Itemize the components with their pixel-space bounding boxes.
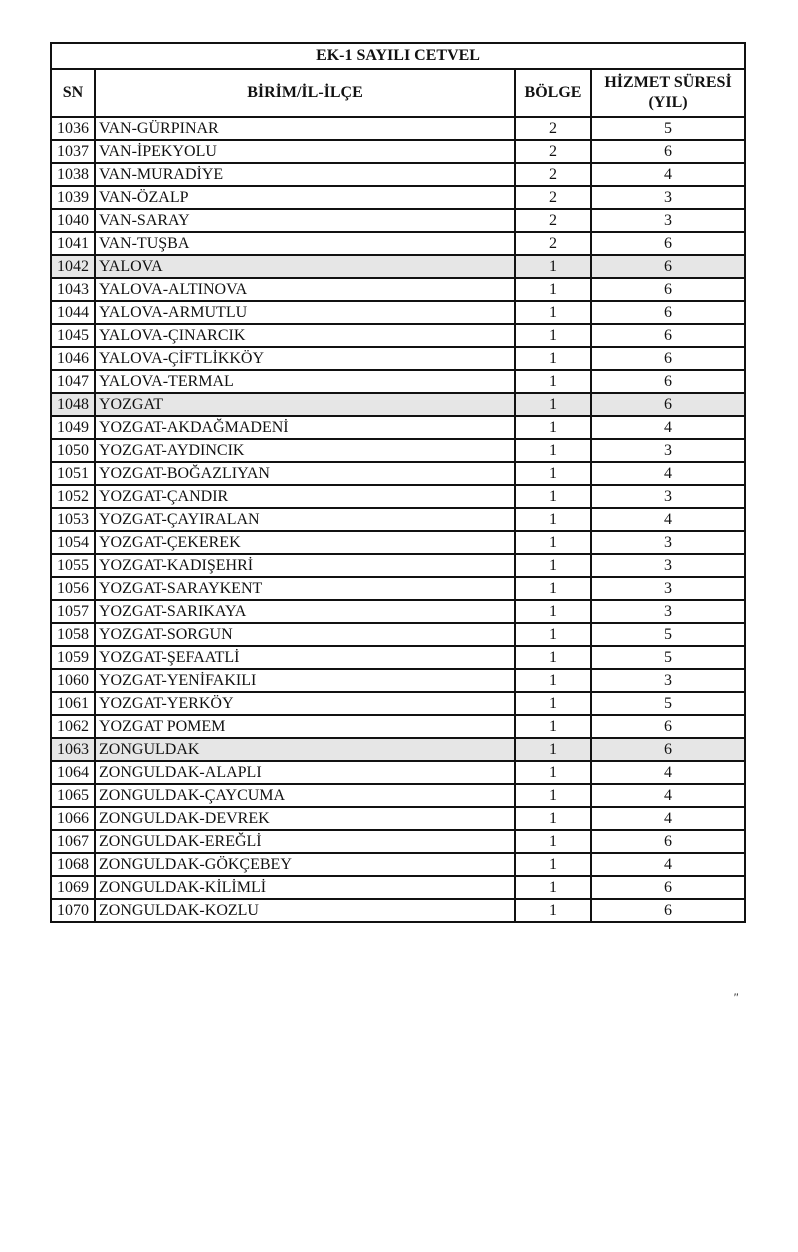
cell-bolge: 1	[515, 554, 591, 577]
cell-sn: 1036	[51, 117, 95, 140]
cell-bolge: 1	[515, 600, 591, 623]
cell-bolge: 2	[515, 209, 591, 232]
cell-sn: 1059	[51, 646, 95, 669]
cell-bolge: 2	[515, 232, 591, 255]
cell-hizmet-suresi: 4	[591, 163, 745, 186]
cell-sn: 1044	[51, 301, 95, 324]
table-row	[51, 692, 745, 715]
cell-bolge: 1	[515, 646, 591, 669]
cell-hizmet-suresi: 6	[591, 347, 745, 370]
table-row	[51, 669, 745, 692]
cell-bolge: 1	[515, 370, 591, 393]
table-row	[51, 577, 745, 600]
table-caption: EK-1 SAYILI CETVEL	[51, 43, 745, 69]
cell-bolge: 1	[515, 807, 591, 830]
cell-birim-il-ilce: YOZGAT-AYDINCIK	[95, 439, 515, 462]
cell-hizmet-suresi: 5	[591, 623, 745, 646]
cell-sn: 1064	[51, 761, 95, 784]
cell-birim-il-ilce: YOZGAT-YENİFAKILI	[95, 669, 515, 692]
cell-sn: 1066	[51, 807, 95, 830]
cell-sn: 1045	[51, 324, 95, 347]
table-row	[51, 324, 745, 347]
table-row	[51, 347, 745, 370]
cell-bolge: 1	[515, 623, 591, 646]
table-row	[51, 784, 745, 807]
cell-sn: 1042	[51, 255, 95, 278]
cell-birim-il-ilce: VAN-TUŞBA	[95, 232, 515, 255]
cell-hizmet-suresi: 6	[591, 876, 745, 899]
table-row	[51, 646, 745, 669]
cell-hizmet-suresi: 3	[591, 439, 745, 462]
table-row	[51, 531, 745, 554]
table-row	[51, 416, 745, 439]
cell-birim-il-ilce: ZONGULDAK-GÖKÇEBEY	[95, 853, 515, 876]
table-row	[51, 301, 745, 324]
cell-sn: 1055	[51, 554, 95, 577]
cell-sn: 1048	[51, 393, 95, 416]
cell-hizmet-suresi: 5	[591, 117, 745, 140]
cell-hizmet-suresi: 6	[591, 370, 745, 393]
cell-hizmet-suresi: 5	[591, 646, 745, 669]
cell-bolge: 1	[515, 347, 591, 370]
cell-hizmet-suresi: 5	[591, 692, 745, 715]
cell-birim-il-ilce: ZONGULDAK-DEVREK	[95, 807, 515, 830]
cell-birim-il-ilce: YOZGAT-SORGUN	[95, 623, 515, 646]
table-row	[51, 485, 745, 508]
cell-sn: 1056	[51, 577, 95, 600]
cell-hizmet-suresi: 6	[591, 232, 745, 255]
cell-hizmet-suresi: 6	[591, 899, 745, 922]
cell-birim-il-ilce: ZONGULDAK	[95, 738, 515, 761]
cell-birim-il-ilce: ZONGULDAK-KOZLU	[95, 899, 515, 922]
table-row	[51, 738, 745, 761]
cell-sn: 1041	[51, 232, 95, 255]
cell-bolge: 2	[515, 140, 591, 163]
cell-sn: 1070	[51, 899, 95, 922]
cell-birim-il-ilce: ZONGULDAK-EREĞLİ	[95, 830, 515, 853]
cell-birim-il-ilce: ZONGULDAK-KİLİMLİ	[95, 876, 515, 899]
cell-birim-il-ilce: YALOVA-ÇINARCIK	[95, 324, 515, 347]
cell-bolge: 1	[515, 531, 591, 554]
table-row	[51, 462, 745, 485]
ek-1-cetvel-table	[50, 42, 746, 923]
cell-sn: 1068	[51, 853, 95, 876]
cell-sn: 1054	[51, 531, 95, 554]
table-row	[51, 140, 745, 163]
cell-bolge: 1	[515, 439, 591, 462]
cell-bolge: 1	[515, 761, 591, 784]
cell-hizmet-suresi: 4	[591, 784, 745, 807]
cell-hizmet-suresi: 6	[591, 393, 745, 416]
cell-sn: 1039	[51, 186, 95, 209]
table-row	[51, 761, 745, 784]
cell-birim-il-ilce: YOZGAT-AKDAĞMADENİ	[95, 416, 515, 439]
cell-birim-il-ilce: YOZGAT-ÇANDIR	[95, 485, 515, 508]
cell-hizmet-suresi: 6	[591, 301, 745, 324]
cell-sn: 1046	[51, 347, 95, 370]
cell-sn: 1038	[51, 163, 95, 186]
cell-bolge: 2	[515, 186, 591, 209]
cell-bolge: 1	[515, 508, 591, 531]
header-birim-il-ilce: BİRİM/İL-İLÇE	[95, 69, 515, 117]
cell-hizmet-suresi: 4	[591, 508, 745, 531]
table-row	[51, 232, 745, 255]
header-sn: SN	[51, 69, 95, 117]
cell-hizmet-suresi: 4	[591, 807, 745, 830]
cell-birim-il-ilce: VAN-SARAY	[95, 209, 515, 232]
table-row	[51, 209, 745, 232]
cell-bolge: 1	[515, 899, 591, 922]
table-row	[51, 439, 745, 462]
cell-bolge: 1	[515, 738, 591, 761]
table-row	[51, 853, 745, 876]
cell-bolge: 1	[515, 577, 591, 600]
cell-sn: 1049	[51, 416, 95, 439]
cell-bolge: 1	[515, 462, 591, 485]
cell-bolge: 1	[515, 784, 591, 807]
cell-sn: 1053	[51, 508, 95, 531]
cell-sn: 1047	[51, 370, 95, 393]
cell-bolge: 1	[515, 853, 591, 876]
cell-sn: 1069	[51, 876, 95, 899]
table-row	[51, 163, 745, 186]
table-row	[51, 278, 745, 301]
cell-bolge: 1	[515, 876, 591, 899]
cell-sn: 1063	[51, 738, 95, 761]
cell-birim-il-ilce: YOZGAT-BOĞAZLIYAN	[95, 462, 515, 485]
cell-birim-il-ilce: YOZGAT-ÇAYIRALAN	[95, 508, 515, 531]
cell-sn: 1037	[51, 140, 95, 163]
table-row	[51, 370, 745, 393]
cell-sn: 1058	[51, 623, 95, 646]
table-row	[51, 186, 745, 209]
cell-hizmet-suresi: 3	[591, 577, 745, 600]
cell-bolge: 1	[515, 485, 591, 508]
table-row	[51, 554, 745, 577]
cell-sn: 1057	[51, 600, 95, 623]
cell-sn: 1065	[51, 784, 95, 807]
cell-hizmet-suresi: 6	[591, 255, 745, 278]
cell-sn: 1067	[51, 830, 95, 853]
table-body	[51, 117, 745, 922]
cell-birim-il-ilce: VAN-ÖZALP	[95, 186, 515, 209]
cell-hizmet-suresi: 4	[591, 761, 745, 784]
cell-sn: 1040	[51, 209, 95, 232]
cell-sn: 1043	[51, 278, 95, 301]
cell-hizmet-suresi: 3	[591, 186, 745, 209]
cell-birim-il-ilce: YOZGAT-SARAYKENT	[95, 577, 515, 600]
cell-hizmet-suresi: 4	[591, 462, 745, 485]
table-caption-row	[51, 43, 745, 69]
closing-quote-mark: "	[733, 990, 739, 1004]
cell-birim-il-ilce: YALOVA-ÇİFTLİKKÖY	[95, 347, 515, 370]
cell-birim-il-ilce: VAN-MURADİYE	[95, 163, 515, 186]
cell-birim-il-ilce: VAN-GÜRPINAR	[95, 117, 515, 140]
table-row	[51, 255, 745, 278]
cell-hizmet-suresi: 6	[591, 830, 745, 853]
cell-birim-il-ilce: ZONGULDAK-ALAPLI	[95, 761, 515, 784]
table-header-row	[51, 69, 745, 117]
table-row	[51, 899, 745, 922]
cell-bolge: 1	[515, 255, 591, 278]
cell-hizmet-suresi: 3	[591, 669, 745, 692]
cell-bolge: 1	[515, 324, 591, 347]
cell-bolge: 1	[515, 393, 591, 416]
cell-hizmet-suresi: 3	[591, 531, 745, 554]
cell-birim-il-ilce: YOZGAT-KADIŞEHRİ	[95, 554, 515, 577]
table-row	[51, 508, 745, 531]
cell-hizmet-suresi: 3	[591, 600, 745, 623]
cell-hizmet-suresi: 3	[591, 485, 745, 508]
cell-hizmet-suresi: 6	[591, 738, 745, 761]
cell-birim-il-ilce: YOZGAT POMEM	[95, 715, 515, 738]
cell-birim-il-ilce: YOZGAT	[95, 393, 515, 416]
table-row	[51, 876, 745, 899]
cell-birim-il-ilce: YOZGAT-ŞEFAATLİ	[95, 646, 515, 669]
table-row	[51, 600, 745, 623]
cell-sn: 1061	[51, 692, 95, 715]
cell-hizmet-suresi: 4	[591, 416, 745, 439]
cell-hizmet-suresi: 3	[591, 209, 745, 232]
header-hizmet-suresi-line1: HİZMET SÜRESİ	[604, 74, 732, 91]
table-row	[51, 830, 745, 853]
table-row	[51, 807, 745, 830]
cell-birim-il-ilce: YOZGAT-ÇEKEREK	[95, 531, 515, 554]
cell-bolge: 1	[515, 278, 591, 301]
cell-bolge: 1	[515, 692, 591, 715]
table-row	[51, 623, 745, 646]
cell-birim-il-ilce: YALOVA	[95, 255, 515, 278]
cell-hizmet-suresi: 6	[591, 324, 745, 347]
header-hizmet-suresi-line2: (YIL)	[648, 94, 688, 111]
cell-hizmet-suresi: 6	[591, 278, 745, 301]
cell-birim-il-ilce: YALOVA-ARMUTLU	[95, 301, 515, 324]
header-hizmet-suresi	[591, 69, 745, 117]
cell-sn: 1051	[51, 462, 95, 485]
table-row	[51, 393, 745, 416]
cell-birim-il-ilce: ZONGULDAK-ÇAYCUMA	[95, 784, 515, 807]
cell-sn: 1050	[51, 439, 95, 462]
cell-hizmet-suresi: 4	[591, 853, 745, 876]
header-bolge: BÖLGE	[515, 69, 591, 117]
cell-birim-il-ilce: VAN-İPEKYOLU	[95, 140, 515, 163]
cell-birim-il-ilce: YALOVA-TERMAL	[95, 370, 515, 393]
cell-sn: 1052	[51, 485, 95, 508]
cell-bolge: 1	[515, 830, 591, 853]
cell-birim-il-ilce: YOZGAT-SARIKAYA	[95, 600, 515, 623]
table-row	[51, 715, 745, 738]
cell-bolge: 1	[515, 416, 591, 439]
cell-hizmet-suresi: 6	[591, 715, 745, 738]
table-row	[51, 117, 745, 140]
cell-birim-il-ilce: YOZGAT-YERKÖY	[95, 692, 515, 715]
cell-birim-il-ilce: YALOVA-ALTINOVA	[95, 278, 515, 301]
cell-sn: 1060	[51, 669, 95, 692]
cell-bolge: 2	[515, 163, 591, 186]
cell-bolge: 1	[515, 715, 591, 738]
cell-bolge: 1	[515, 669, 591, 692]
cell-sn: 1062	[51, 715, 95, 738]
cell-bolge: 2	[515, 117, 591, 140]
cell-hizmet-suresi: 6	[591, 140, 745, 163]
cell-hizmet-suresi: 3	[591, 554, 745, 577]
cell-bolge: 1	[515, 301, 591, 324]
